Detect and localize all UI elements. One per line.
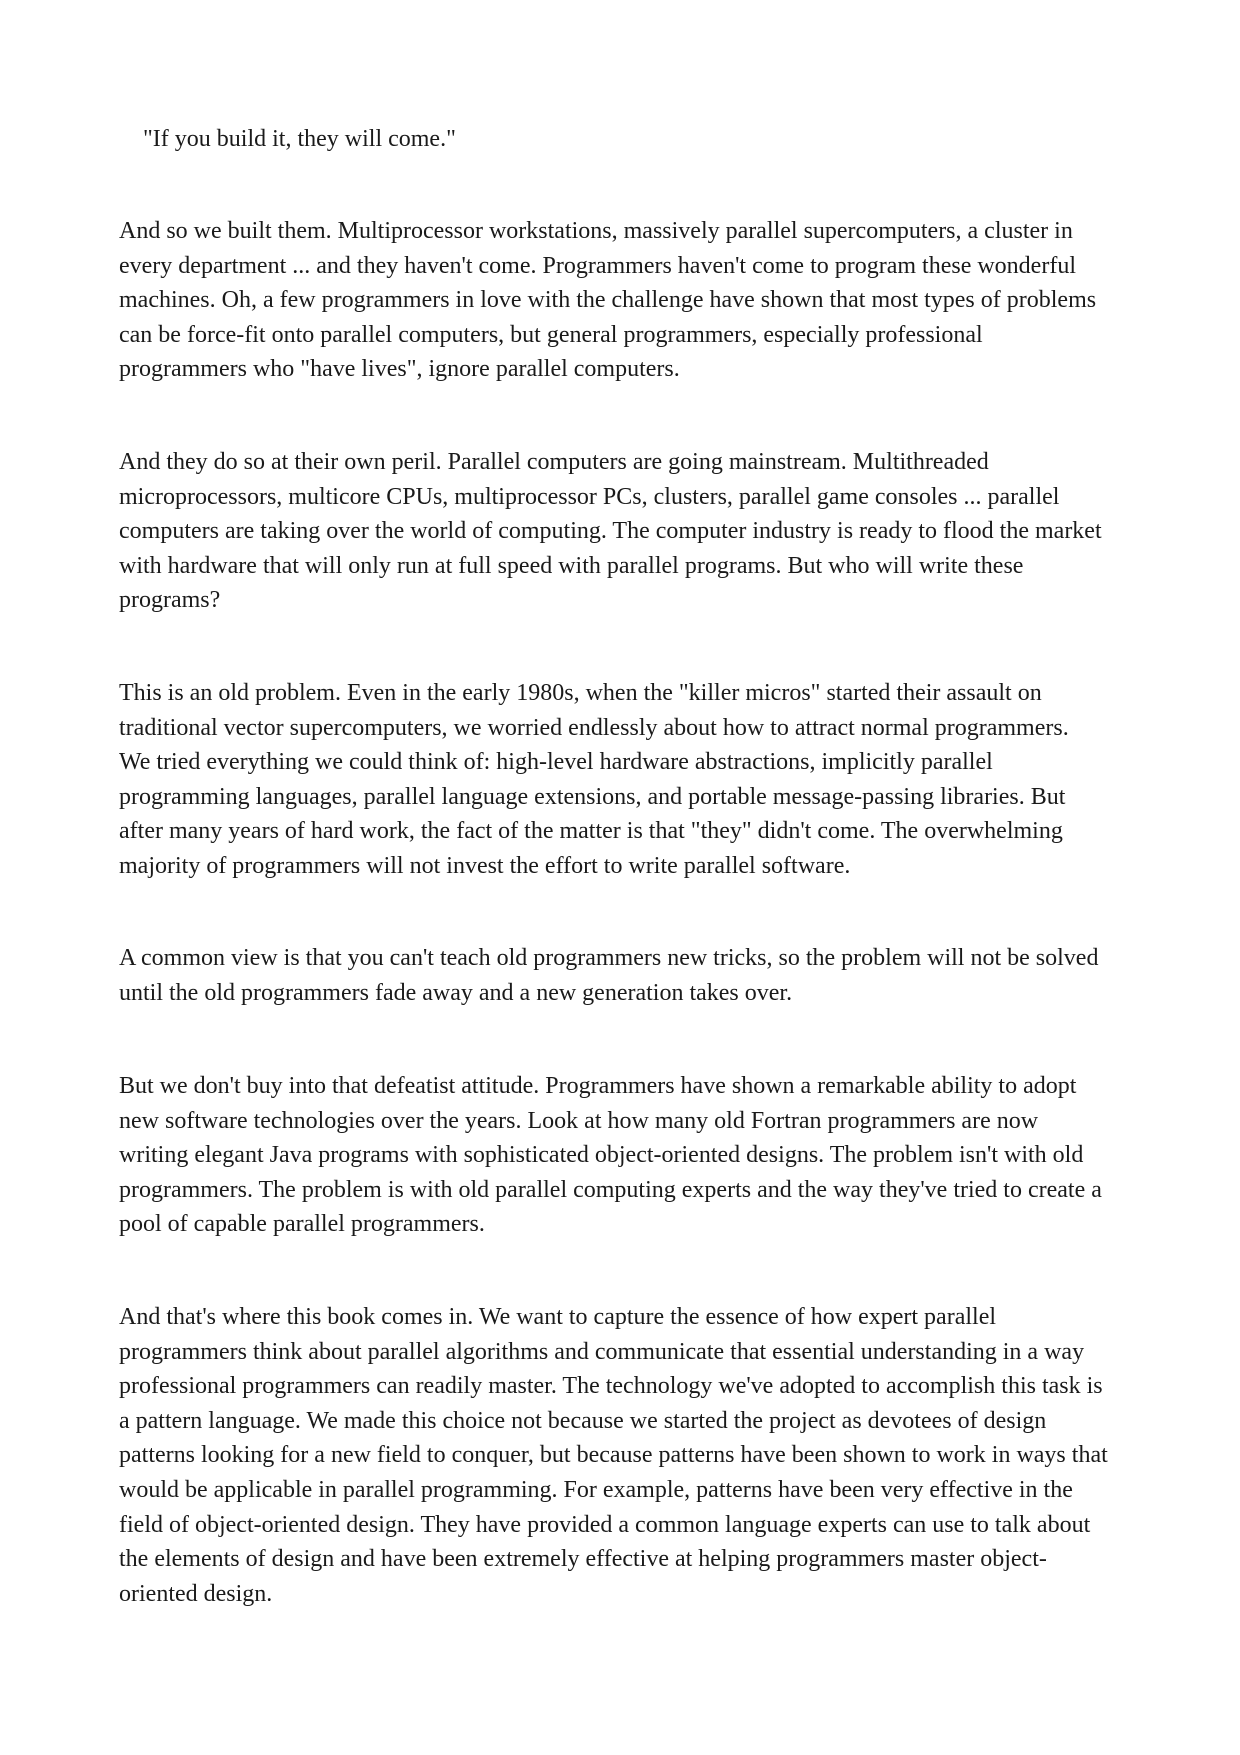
text-line: with hardware that will only run at full speed with parallel programs. But who will write these (119, 552, 1024, 579)
text-line: majority of programmers will not invest the effort to write parallel software. (119, 852, 851, 879)
epigraph (143, 122, 1153, 157)
epigraph-line: "If you build it, they will come." (143, 126, 456, 152)
text-line: field of object-oriented design. They have provided a common language experts can use to talk about (119, 1511, 1091, 1538)
text-line: And that's where this book comes in. We want to capture the essence of how expert parallel (119, 1304, 997, 1330)
paragraph-4 (119, 941, 1129, 1010)
text-line: after many years of hard work, the fact of the matter is that "they" didn't come. The overwhelming (119, 818, 1063, 845)
text-line: pool of capable parallel programmers. (119, 1211, 485, 1238)
text-line: patterns looking for a new field to conquer, but because patterns have been shown to work in ways that (119, 1442, 1108, 1469)
text-line: A common view is that you can't teach old programmers new tricks, so the problem will not be solved (119, 945, 1099, 971)
text-line: programs? (119, 587, 221, 614)
text-line: a pattern language. We made this choice not because we started the project as devotees of design (119, 1407, 1047, 1434)
text-line: the elements of design and have been extremely effective at helping programmers master object- (119, 1546, 1047, 1573)
text-line: We tried everything we could think of: high-level hardware abstractions, implicitly parallel (119, 749, 993, 776)
text-line: But we don't buy into that defeatist attitude. Programmers have shown a remarkable ability to adopt (119, 1073, 1077, 1099)
text-line: machines. Oh, a few programmers in love with the challenge have shown that most types of problems (119, 287, 1097, 314)
text-line: new software technologies over the years. Look at how many old Fortran programmers are now (119, 1107, 1039, 1134)
paragraph-6 (119, 1300, 1129, 1611)
text-line: would be applicable in parallel programming. For example, patterns have been very effective in the (119, 1476, 1073, 1503)
paragraph-3 (119, 676, 1129, 884)
text-line: This is an old problem. Even in the early 1980s, when the "killer micros" started their assault on (119, 680, 1042, 706)
text-line: writing elegant Java programs with sophisticated object-oriented designs. The problem isn't with old (119, 1142, 1084, 1169)
text-line: can be force-fit onto parallel computers, but general programmers, especially professional (119, 321, 983, 348)
paragraph-2 (119, 445, 1129, 618)
paragraph-1 (119, 214, 1129, 387)
text-line: professional programmers can readily master. The technology we've adopted to accomplish this task is (119, 1373, 1103, 1400)
paragraph-5 (119, 1069, 1129, 1242)
text-line: programmers. The problem is with old parallel computing experts and the way they've tried to create a (119, 1176, 1102, 1203)
text-line: traditional vector supercomputers, we worried endlessly about how to attract normal programmers. (119, 714, 1069, 741)
text-line: programmers who "have lives", ignore parallel computers. (119, 356, 680, 383)
text-line: every department ... and they haven't come. Programmers haven't come to program these wonderful (119, 252, 1076, 279)
text-line: microprocessors, multicore CPUs, multiprocessor PCs, clusters, parallel game consoles ... parallel (119, 483, 1060, 510)
text-line: And they do so at their own peril. Parallel computers are going mainstream. Multithreaded (119, 449, 989, 475)
text-line: until the old programmers fade away and a new generation takes over. (119, 979, 793, 1006)
text-line: oriented design. (119, 1580, 273, 1607)
text-line: programmers think about parallel algorithms and communicate that essential understanding in a way (119, 1338, 1085, 1365)
text-line: computers are taking over the world of computing. The computer industry is ready to flood the market (119, 518, 1102, 545)
text-line: And so we built them. Multiprocessor workstations, massively parallel supercomputers, a cluster in (119, 218, 1073, 244)
text-line: programming languages, parallel language extensions, and portable message-passing libraries. But (119, 783, 1066, 810)
